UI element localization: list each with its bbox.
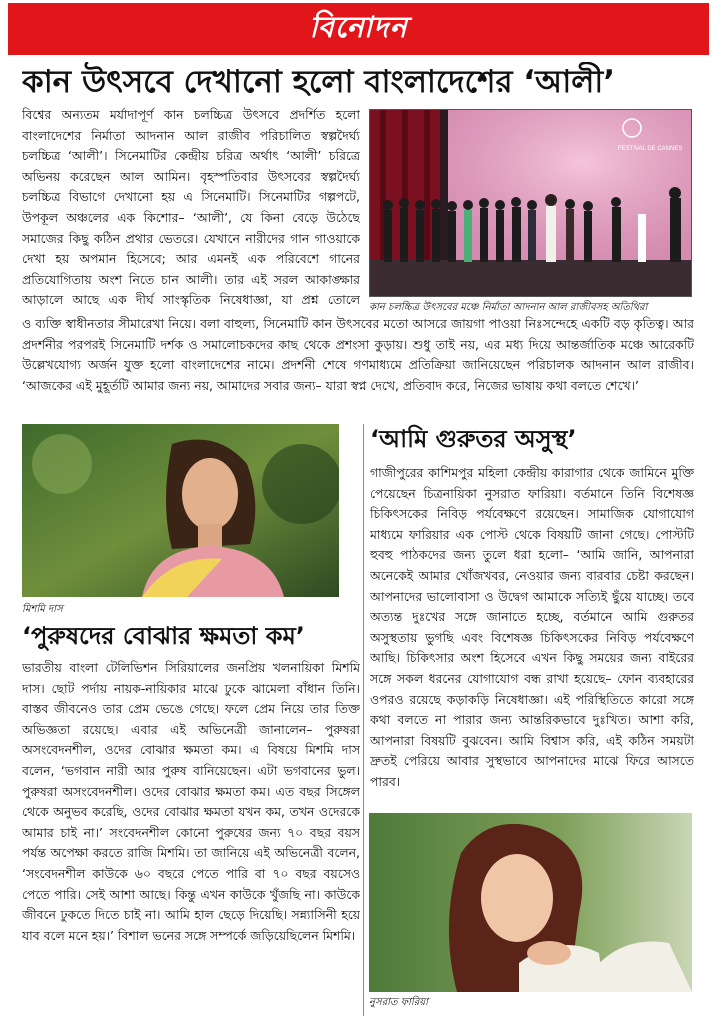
mishmi-headline: ‘পুরুষদের বোঝার ক্ষমতা কম’ xyxy=(22,622,305,650)
cannes-body-full: ও ব্যক্তি স্বাধীনতার সীমারেখা নিয়ে। বলা বাহুল্য, সিনেমাটি কান উৎসবের মতো আসরে জায়গা পাওয়া নিঃসন্দেহে একটি বড় কৃতিত্ব। আর প্রদর্শনীর পরপরই সিনেমাটি দর্শক ও সমালোচকদের কাছ থেকে প্রশংসা কুড়ায়। শুধু তাই নয়, এর মধ্য দিয়ে আন্তর্জাতিক মঞ্চে আরেকটি উল্লেখযোগ্য অর্জন যুক্ত হলো বাংলাদেশের নামে। প্রদর্শনী শেষে গণমাধ্যমে প্রতিক্রিয়া জানিয়েছেন পরিচালক আদনান আল রাজীব। ‘আজকের এই মুহূর্তটি আমার জন্য নয়, আমাদের সবার জন্য– যারা স্বপ্ন দেখে, প্রতিবাদ করে, নিজের ভাষায় কথা বলতে শেখে।’ xyxy=(22,316,694,393)
column-divider xyxy=(363,424,364,1016)
mishmi-das-photo xyxy=(22,424,339,597)
nusrat-photo-caption: নুসরাত ফারিয়া xyxy=(369,997,429,1008)
cannes-body-column: বিশ্বের অন্যতম মর্যাদাপূর্ণ কান চলচ্চিত্র উৎসবে প্রদর্শিত হলো বাংলাদেশের নির্মাতা আদনান আল রাজীব পরিচালিত স্বল্পদৈর্ঘ্য চলচ্চিত্র ‘আলী’। সিনেমাটির কেন্দ্রীয় চরিত্র অর্থাৎ ‘আলী’ চরিত্রে অভিনয় করেছেন আল আমিন। বৃহস্পতিবার উৎসবের স্বল্পদৈর্ঘ্য চলচ্চিত্র বিভাগে দেখানো হয় এ সিনেমাটি। সিনেমাটির গল্পপটে, উপকূল অঞ্চলের এক কিশোর– ‘আলী’, যে কিনা বেড়ে উঠেছে সমাজের কিছু কঠিন প্রথার ভেতরে। যেখানে নারীদের গান গাওয়াকে দেখা হয় অপমান হিসেবে; আর এমনই এক পরিবেশে গানের প্রতিযোগিতায় অংশ নিতে চান আলী। তার এই সরল আকাঙ্ক্ষার আড়ালে আছে এক দীর্ঘ সাংস্কৃতিক নিষেধাজ্ঞা, যা প্রশ্ন তোলে xyxy=(22,107,360,308)
nusrat-headline: ‘আমি গুরুতর অসুস্থ’ xyxy=(370,425,577,453)
cannes-stage-photo xyxy=(369,109,692,297)
nusrat-body: গাজীপুরের কাশিমপুর মহিলা কেন্দ্রীয় কারাগার থেকে জামিনে মুক্তি পেয়েছেন চিত্রনায়িকা নুসরাত ফারিয়া। বর্তমানে তিনি বিশেষজ্ঞ চিকিৎসকের নিবিড় পর্যবেক্ষণে রয়েছেন। সামাজিক যোগাযোগ মাধ্যমে ফারিয়ার এক পোস্ট থেকে বিষয়টি জানা গেছে। পোস্টটি হুবহু পাঠকদের জন্য তুলে ধরা হলো– ‘আমি জানি, আপনারা অনেকেই আমার খোঁজখবর, নেওয়ার জন্য বারবার চেষ্টা করছেন। আপনাদের ভালোবাসা ও উদ্বেগ আমাকে সত্যিই ছুঁয়ে যাচ্ছে। তবে অত্যন্ত দুঃখের সঙ্গে জানাতে হচ্ছে, বর্তমানে আমি গুরুতর অসুস্থতায় ভুগছি এবং বিশেষজ্ঞ চিকিৎসকের নিবিড় পর্যবেক্ষণে আছি। চিকিৎসার অংশ হিসেবে এখন কিছু সময়ের জন্য বাইরের সঙ্গে সকল ধরনের যোগাযোগ বন্ধ রাখা হয়েছে– ফোন ব্যবহারের ওপরও রয়েছে কড়াকড়ি নিষেধাজ্ঞা। এই পরিস্থিতিতে কারো সঙ্গে কথা বলতে না পারার জন্য আন্তরিকভাবে দুঃখিত। আশা করি, আপনারা বিষয়টি বুঝবেন। আমি বিশ্বাস করি, এই কঠিন সময়টা দ্রুতই পেরিয়ে আবার সুস্থভাবে আপনাদের মাঝে ফিরে আসতে পারব। xyxy=(370,465,694,789)
mishmi-photo-caption: মিশমি দাস xyxy=(22,604,63,615)
festival-sign: FESTIVAL DE CANNES xyxy=(618,146,683,152)
nusrat-faria-photo xyxy=(369,813,692,992)
section-title: বিনোদন xyxy=(309,9,408,44)
cannes-photo-caption: কান চলচ্চিত্র উৎসবের মঞ্চে নির্মাতা আদনান আল রাজীবসহ অতিথিরা xyxy=(369,302,648,313)
cannes-headline: কান উৎসবে দেখানো হলো বাংলাদেশের ‘আলী’ xyxy=(22,64,615,100)
mishmi-body: ভারতীয় বাংলা টেলিভিশন সিরিয়ালের জনপ্রিয় খলনায়িকা মিশমি দাস। ছোট পর্দায় নায়ক-নায়িকার মাঝে ঢুকে ঝামেলা বাঁধান তিনি। বাস্তব জীবনেও তার প্রেম ভেঙে গেছে। ফলে প্রেম নিয়ে তার তিক্ত অভিজ্ঞতা রয়েছে। এবার এই অভিনেত্রী জানালেন– পুরুষরা অসংবেদনশীল, ওদের বোঝার ক্ষমতা কম। এ বিষয়ে মিশমি দাস বলেন, ‘ভগবান নারী আর পুরুষ বানিয়েছেন। এটা ভগবানের ভুল। পুরুষরা অসংবেদনশীল। ওদের বোঝার ক্ষমতা কম। এত বছর সিঙ্গেল থেকে অনুভব করেছি, ওদের বোঝার ক্ষমতা যখন কম, তখন ওদেরকে আমার চাই না।’ সংবেদনশীল কোনো পুরুষের জন্য ৭০ বছর বয়স পর্যন্ত অপেক্ষা করতে রাজি মিশমি। তা জানিয়ে এই অভিনেত্রী বলেন, ‘সংবেদনশীল কাউকে ৬০ বছরে পেতে পারি বা ৭০ বছর বয়সেও পেতে পারি। সেই আশা আছে। কিন্তু এখন কাউকে খুঁজছি না। কাউকে জীবনে ঢুকতে দিতে চাই না। আমি হাল ছেড়ে দিয়েছি। সন্ন্যাসিনী হয়ে যাব বলে মনে হয়।’ বিশাল ভনের সঙ্গে সম্পর্কে জড়িয়েছিলেন মিশমি। xyxy=(22,660,360,943)
section-banner xyxy=(8,3,709,55)
